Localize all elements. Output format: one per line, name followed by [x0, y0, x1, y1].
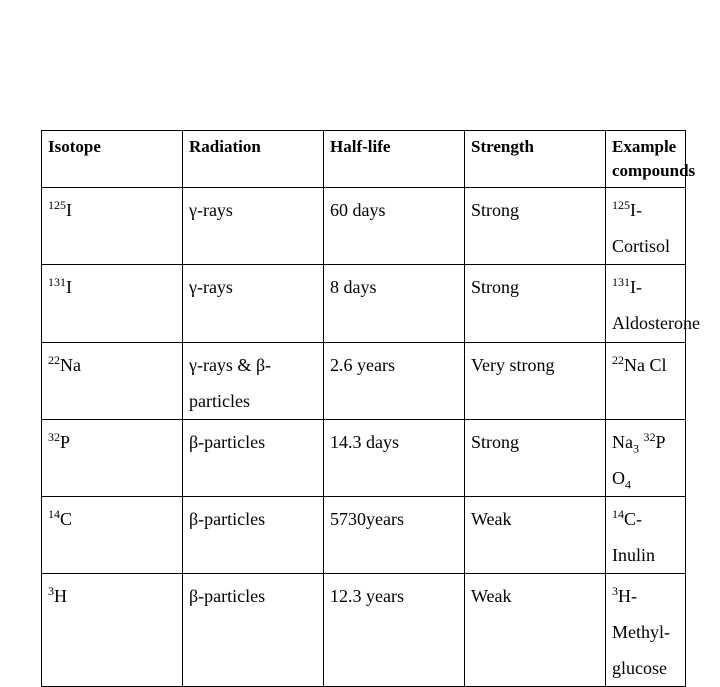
cell-radiation: β-particles: [183, 574, 324, 687]
cell-compound: $^{125}$I-Cortisol: [606, 188, 686, 265]
table-row: [42, 420, 686, 497]
cell-strength: Strong: [465, 188, 606, 265]
cell-strength: Strong: [465, 265, 606, 343]
cell-strength: Very strong: [465, 343, 606, 420]
table-row: [42, 265, 686, 343]
cell-half-life: 12.3 years: [324, 574, 465, 687]
table-row: [42, 574, 686, 687]
header-half-life: Half-life: [324, 131, 465, 188]
cell-isotope: $^{14}$C: [42, 497, 183, 574]
cell-half-life: 2.6 years: [324, 343, 465, 420]
table-row: [42, 343, 686, 420]
cell-radiation: γ-rays & β-particles: [183, 343, 324, 420]
cell-isotope: $^{125}$I: [42, 188, 183, 265]
cell-half-life: 60 days: [324, 188, 465, 265]
cell-compound: $^{14}$C-Inulin: [606, 497, 686, 574]
cell-compound: $^{22}$Na Cl: [606, 343, 686, 420]
cell-half-life: 5730years: [324, 497, 465, 574]
table-row: [42, 188, 686, 265]
cell-radiation: β-particles: [183, 497, 324, 574]
cell-half-life: 8 days: [324, 265, 465, 343]
cell-radiation: γ-rays: [183, 265, 324, 343]
cell-compound: $^3$H-Methyl-glucose: [606, 574, 686, 687]
cell-isotope: $^3$H: [42, 574, 183, 687]
cell-isotope: $^{32}$P: [42, 420, 183, 497]
cell-isotope: $^{131}$I: [42, 265, 183, 343]
isotope-table: [41, 130, 700, 687]
cell-strength: Weak: [465, 497, 606, 574]
cell-isotope: $^{22}$Na: [42, 343, 183, 420]
cell-compound: $Na_3$ $^{32}$P $O_4$: [606, 420, 686, 497]
header-radiation: Radiation: [183, 131, 324, 188]
table-header-row: [42, 131, 686, 188]
cell-radiation: β-particles: [183, 420, 324, 497]
header-strength: Strength: [465, 131, 606, 188]
cell-strength: Weak: [465, 574, 606, 687]
cell-radiation: γ-rays: [183, 188, 324, 265]
header-isotope: Isotope: [42, 131, 183, 188]
table-row: [42, 497, 686, 574]
cell-strength: Strong: [465, 420, 606, 497]
header-example-compounds: Example compounds: [606, 131, 686, 188]
cell-half-life: 14.3 days: [324, 420, 465, 497]
cell-compound: $^{131}$I-Aldosterone: [606, 265, 686, 343]
